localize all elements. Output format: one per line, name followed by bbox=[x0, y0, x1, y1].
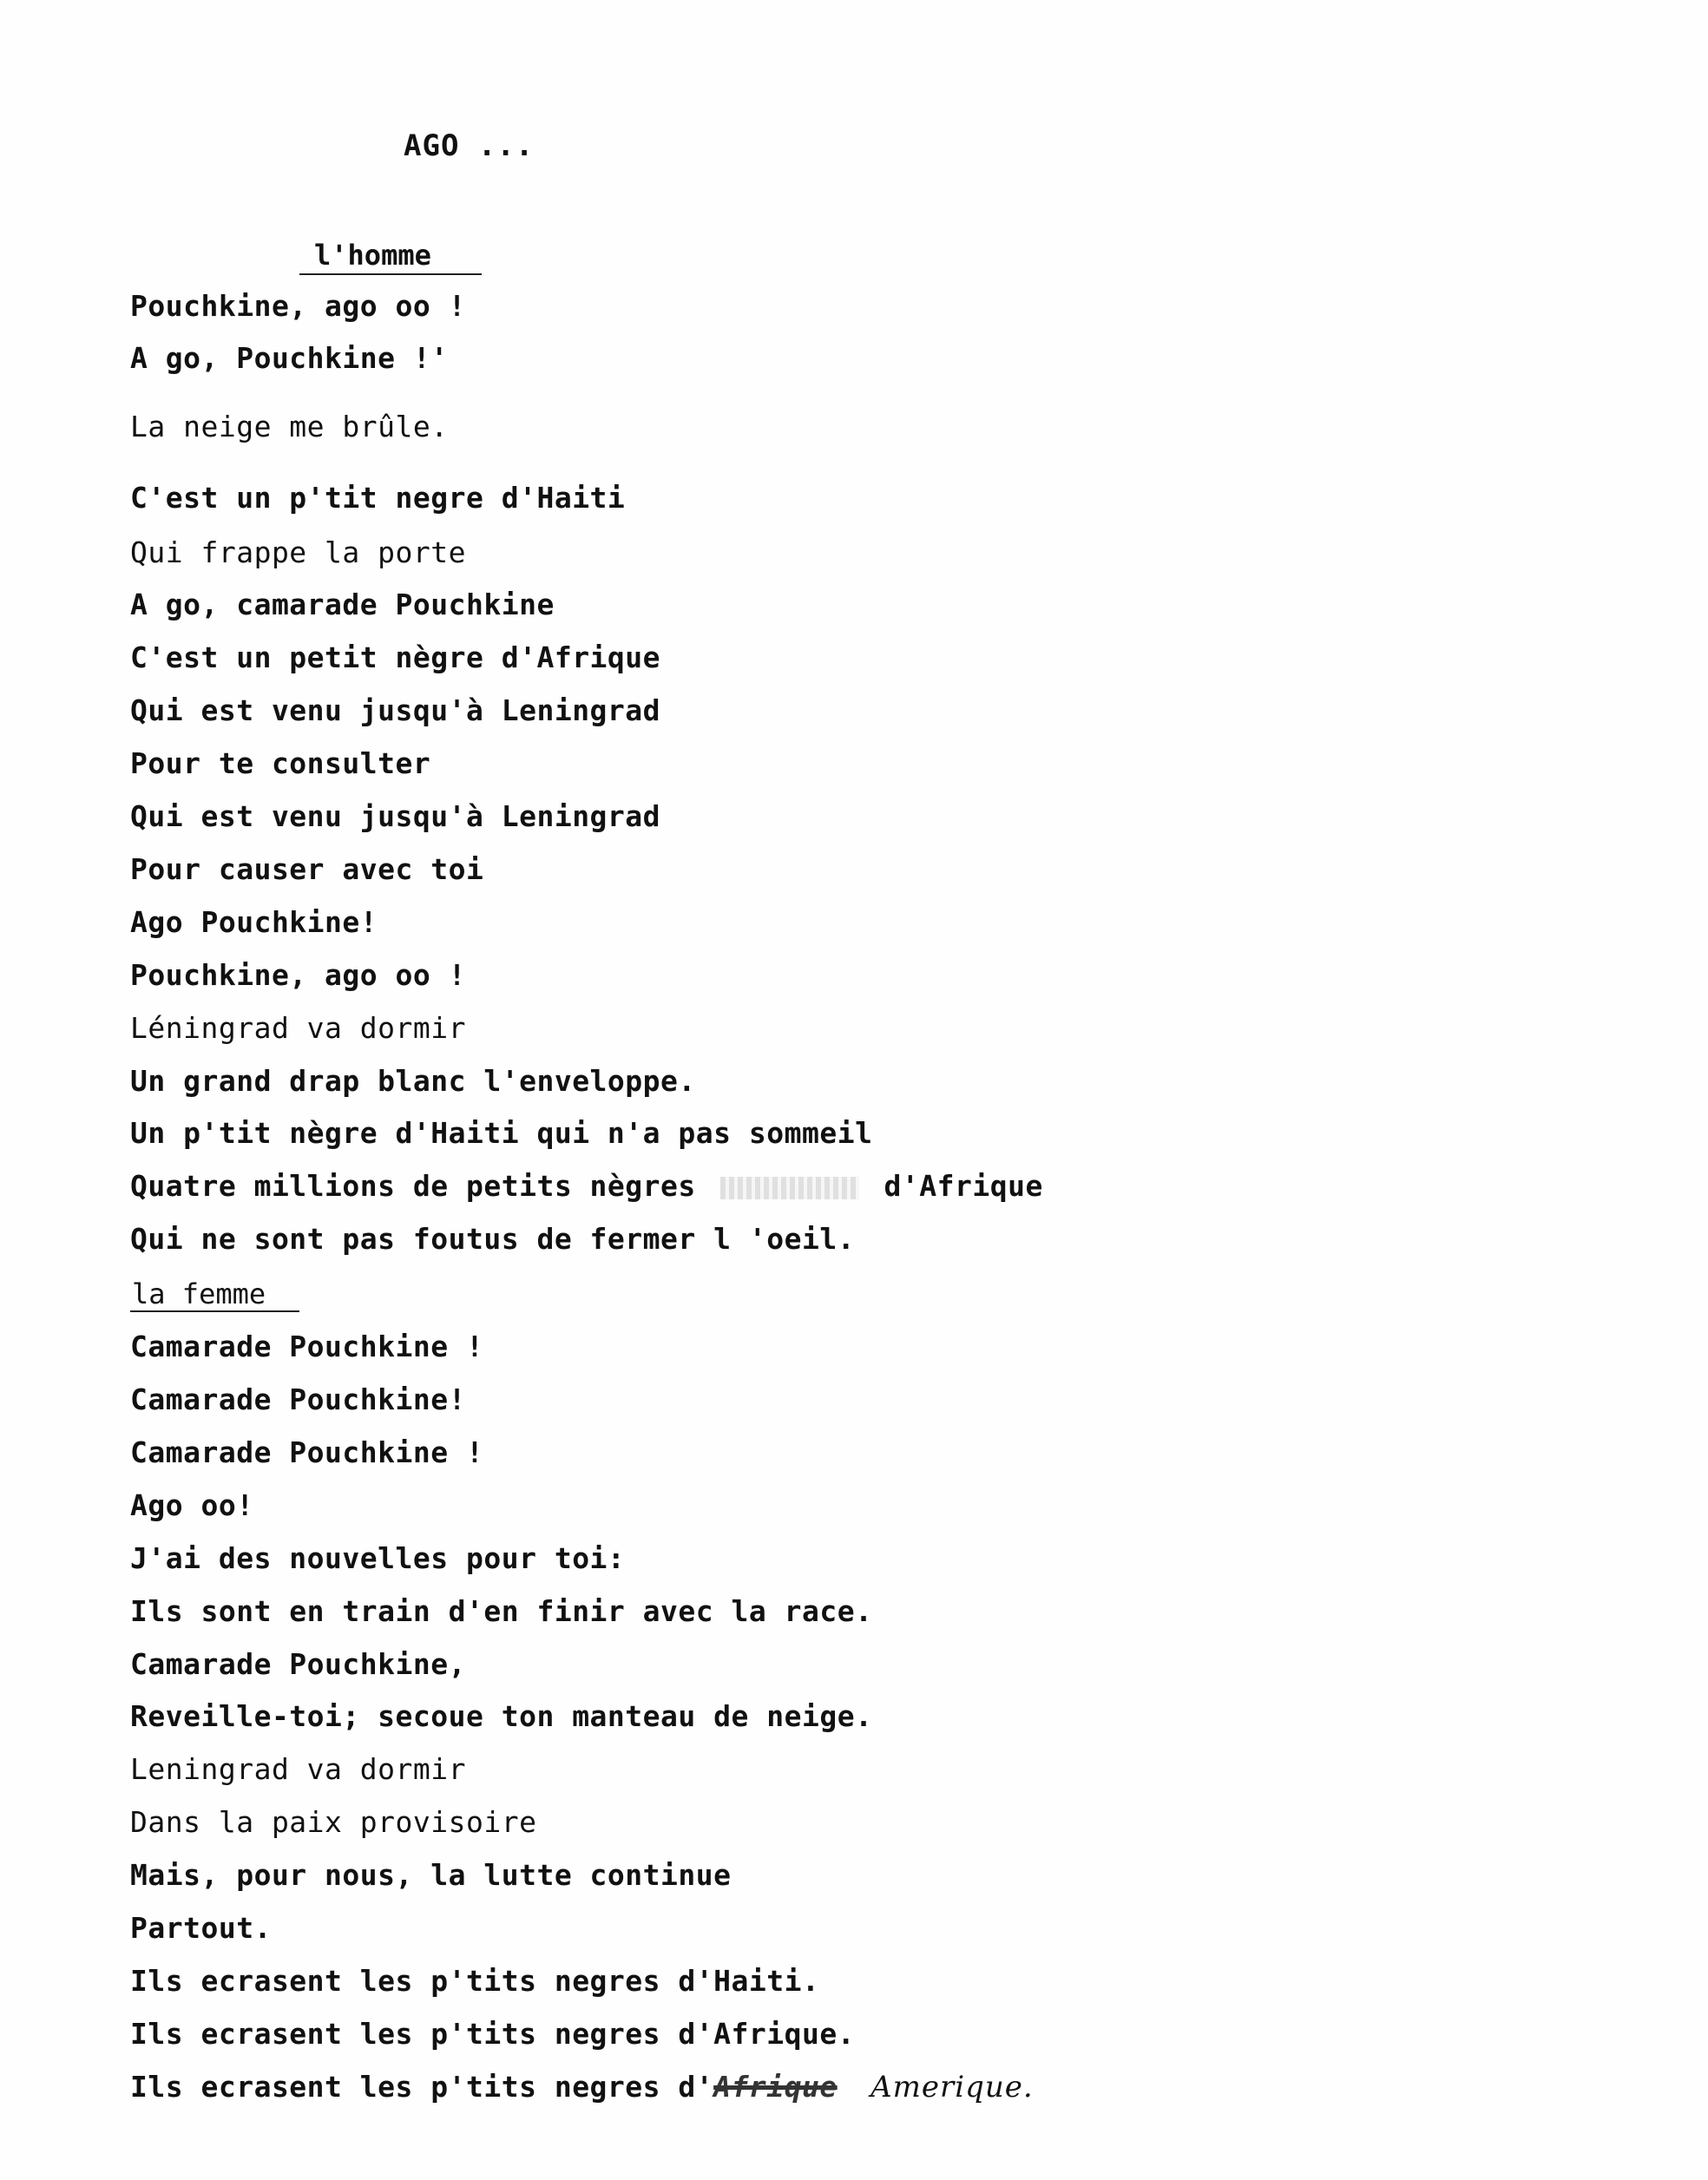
verse-line: Qui frappe la porte bbox=[130, 535, 466, 569]
verse-line: Un p'tit nègre d'Haiti qui n'a pas sommeil bbox=[130, 1116, 873, 1150]
verse-line: Reveille-toi; secoue ton manteau de neige. bbox=[130, 1699, 873, 1733]
verse-line: Partout. bbox=[130, 1911, 272, 1945]
verse-line: A go, camarade Pouchkine bbox=[130, 588, 555, 621]
verse-line-with-erasure bbox=[130, 1169, 1043, 1203]
typed-text: Ils ecrasent les p'tits negres d' bbox=[130, 2070, 714, 2104]
verse-line: Camarade Pouchkine, bbox=[130, 1647, 466, 1681]
verse-line: Dans la paix provisoire bbox=[130, 1805, 537, 1839]
erasure-mark bbox=[720, 1177, 859, 1199]
verse-line: Ago Pouchkine! bbox=[130, 905, 378, 939]
verse-line: Qui ne sont pas foutus de fermer l 'oeil. bbox=[130, 1222, 856, 1256]
verse-line: C'est un p'tit negre d'Haiti bbox=[130, 481, 626, 515]
line-text-after-erasure: d'Afrique bbox=[884, 1169, 1043, 1203]
verse-line: J'ai des nouvelles pour toi: bbox=[130, 1541, 626, 1575]
speaker-label-homme: l'homme bbox=[314, 239, 431, 272]
verse-line: Pouchkine, ago oo ! bbox=[130, 289, 466, 323]
struck-out-word: Afrique bbox=[713, 2070, 838, 2104]
verse-line: Ils ecrasent les p'tits negres d'Afrique. bbox=[130, 2017, 856, 2051]
verse-line: C'est un petit nègre d'Afrique bbox=[130, 640, 661, 674]
verse-line: Ago oo! bbox=[130, 1488, 254, 1522]
verse-line: La neige me brûle. bbox=[130, 410, 449, 443]
poem-title: AGO ... bbox=[404, 128, 535, 163]
verse-line: Qui est venu jusqu'à Leningrad bbox=[130, 693, 661, 727]
speaker-label-femme: la femme bbox=[132, 1277, 266, 1310]
line-text-before-erasure: Quatre millions de petits nègres bbox=[130, 1169, 696, 1203]
verse-line: Camarade Pouchkine ! bbox=[130, 1435, 484, 1469]
verse-line: Pouchkine, ago oo ! bbox=[130, 958, 466, 992]
verse-line: Camarade Pouchkine! bbox=[130, 1382, 466, 1416]
verse-line: Pour te consulter bbox=[130, 746, 431, 780]
speaker-underline-homme bbox=[299, 273, 482, 275]
verse-line: Léningrad va dormir bbox=[130, 1011, 466, 1045]
verse-line: Pour causer avec toi bbox=[130, 852, 484, 886]
verse-line: Mais, pour nous, la lutte continue bbox=[130, 1858, 732, 1892]
verse-line: Qui est venu jusqu'à Leningrad bbox=[130, 799, 661, 833]
verse-line: Camarade Pouchkine ! bbox=[130, 1330, 484, 1363]
speaker-underline-femme bbox=[130, 1310, 299, 1312]
verse-line: Ils ecrasent les p'tits negres d'Haiti. bbox=[130, 1964, 820, 1998]
verse-line-with-correction bbox=[130, 2070, 1034, 2104]
verse-line: A go, Pouchkine !' bbox=[130, 341, 449, 375]
verse-line: Ils sont en train d'en finir avec la race. bbox=[130, 1594, 873, 1628]
verse-line: Un grand drap blanc l'enveloppe. bbox=[130, 1064, 696, 1098]
handwritten-correction: Amerique. bbox=[870, 2070, 1034, 2104]
verse-line: Leningrad va dormir bbox=[130, 1752, 466, 1786]
